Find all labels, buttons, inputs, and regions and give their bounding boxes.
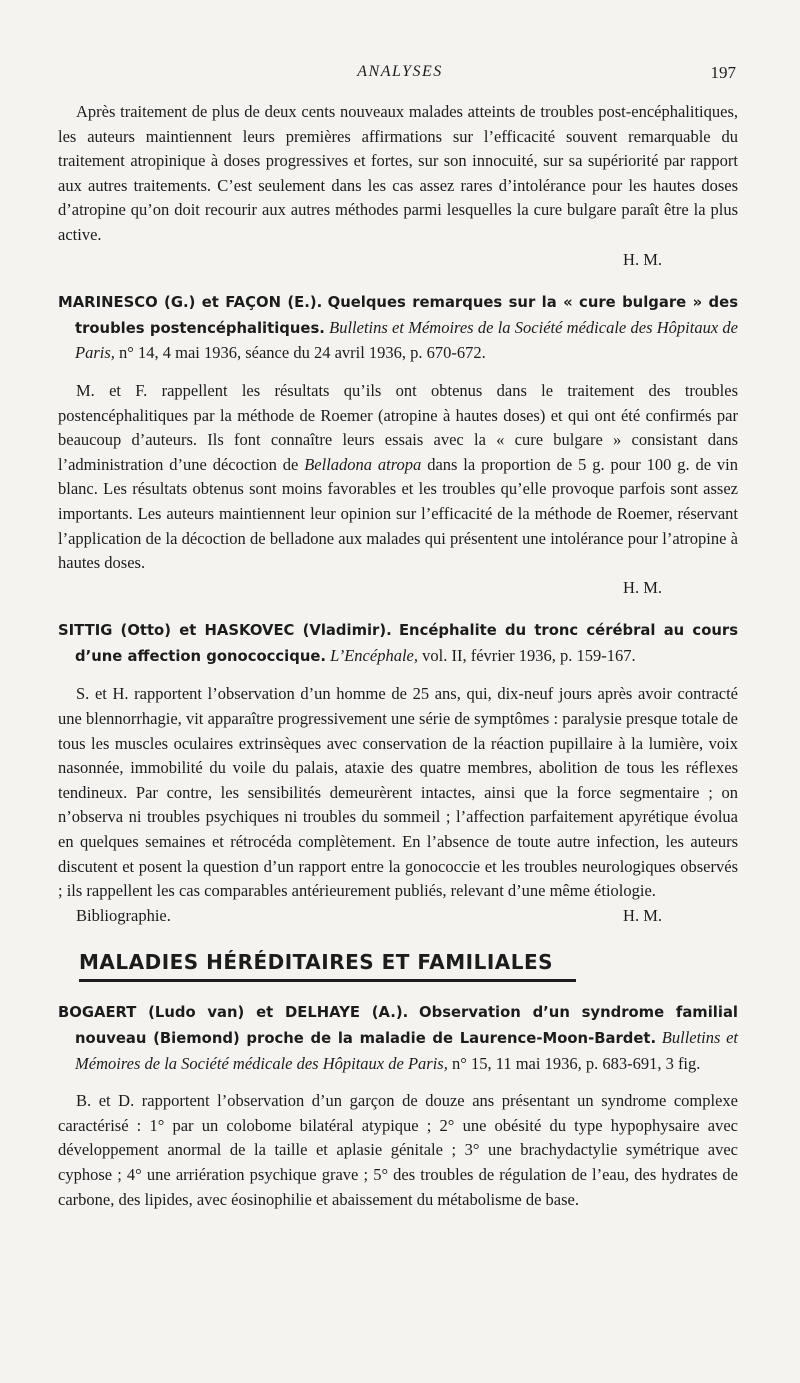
article-1-title: Quelques remarques sur la « cure bulgare » des troubles postencéphalitiques. (75, 294, 738, 337)
article-1-signature: H. M. (623, 577, 662, 597)
article-3-details: n° 15, 11 mai 1936, p. 683-691, 3 fig. (451, 1053, 701, 1073)
article-1-body-before: M. et F. rappellent les résultats qu’ils ont obtenus dans le traitement des troubles postencéphalitiques par la méthode de Roemer (atropine à hautes doses) et qui ont été confirmés par beaucoup d’auteurs. Ils font connaître leurs essais avec la « cure bulgare » consistant dans l’administration d’une décoction de (58, 380, 738, 474)
article-1-reference (58, 290, 738, 366)
article-1-details: n° 14, 4 mai 1936, séance du 24 avril 1936, p. 670-672. (119, 343, 486, 363)
section-heading: MALADIES HÉRÉDITAIRES ET FAMILIALES (79, 950, 576, 982)
article-3-body: B. et D. rapportent l’observation d’un garçon de douze ans présentant un syndrome complexe caractérisé : 1° par un colobome bilatéral atypique ; 2° une obésité du type hypophysaire avec développement anormal de la taille et aplasie génitale ; 3° une brachydactylie symétrique avec cyphose ; 4° une arriération psychique grave ; 5° des troubles de régulation de l’eau, des hydrates de carbone, des lipides, avec éosinophilie et abaissement du métabolisme de base. (58, 1091, 738, 1209)
article-1-body-italic: Belladona atropa (304, 454, 422, 474)
article-1-body (58, 379, 738, 576)
article-2-title: Encéphalite du tronc cérébral au cours d’une affection gonococcique. (75, 622, 739, 665)
article-2-authors: SITTIG (Otto) et HASKOVEC (Vladimir). (58, 622, 392, 640)
running-title: ANALYSES (357, 63, 443, 80)
intro-signature: H. M. (623, 249, 662, 269)
running-head (0, 63, 800, 87)
article-2-footer (58, 904, 738, 929)
article-1-body-after: dans la proportion de 5 g. pour 100 g. de vin blanc. Les résultats obtenus sont moins favorables et les troubles qu’elle provoque parfois sont assez importants. Les auteurs maintiennent leur opinion sur l’efficacité de la méthode de Roemer, réservant l’application de la décoction de belladone aux malades qui présentent une intolérance pour l’atropine à hautes doses. (58, 454, 739, 573)
page-number: 197 (710, 63, 736, 82)
article-2-journal: L’Encéphale, (330, 645, 418, 665)
article-3-authors: BOGAERT (Ludo van) et DELHAYE (A.). (58, 1004, 409, 1022)
intro-paragraph: Après traitement de plus de deux cents nouveaux malades atteints de troubles post-encéphalitiques, les auteurs maintiennent leurs premières affirmations sur l’efficacité souvent remarquable du traitement atropinique à doses progressives et fortes, sur son innocuité, sur sa supériorité par rapport aux autres traitements. C’est seulement dans les cas assez rares d’intolérance pour les hautes doses d’atropine qu’on doit recourir aux autres méthodes parmi lesquelles la cure bulgare paraît être la plus active. (58, 102, 738, 244)
article-2-signature: H. M. (623, 905, 662, 925)
article-3-journal: Bulletins et Mémoires de la Société médicale des Hôpitaux de Paris, (75, 1028, 739, 1073)
article-3-title: Observation d’un syndrome familial nouveau (Biemond) proche de la maladie de Laurence-Moon-Bardet. (75, 1004, 739, 1047)
article-1-authors: MARINESCO (G.) et FAÇON (E.). (58, 294, 323, 312)
article-3-reference (58, 1000, 738, 1076)
article-2-bibliography: Bibliographie. (76, 905, 171, 925)
article-2-details: vol. II, février 1936, p. 159-167. (422, 645, 636, 665)
article-1-journal: Bulletins et Mémoires de la Société médicale des Hôpitaux de Paris, (75, 317, 738, 363)
page-content (58, 100, 738, 1212)
article-2-body: S. et H. rapportent l’observation d’un homme de 25 ans, qui, dix-neuf jours après avoir contracté une blennorrhagie, vit apparaître progressivement une série de symptômes : paralysie presque totale de tous les muscles oculaires extrinsèques avec conservation de la réaction pupillaire à la lumière, voix nasonnée, immobilité du voile du palais, ataxie des quatre membres, abolition de tous les réflexes tendineux. Par contre, les sensibilités demeurèrent intactes, ainsi que la force segmentaire ; on n’observa ni troubles psychiques ni troubles du sommeil ; l’affection parfaitement apyrétique évolua en quelques semaines et rétrocéda complètement. En l’absence de toute autre infection, les auteurs discutent et posent la question d’un rapport entre la gonococcie et les troubles neurologiques observés ; ils rappellent les cas comparables antérieurement publiés, relevant d’une même étiologie. (58, 684, 738, 901)
article-2-reference (58, 618, 738, 669)
